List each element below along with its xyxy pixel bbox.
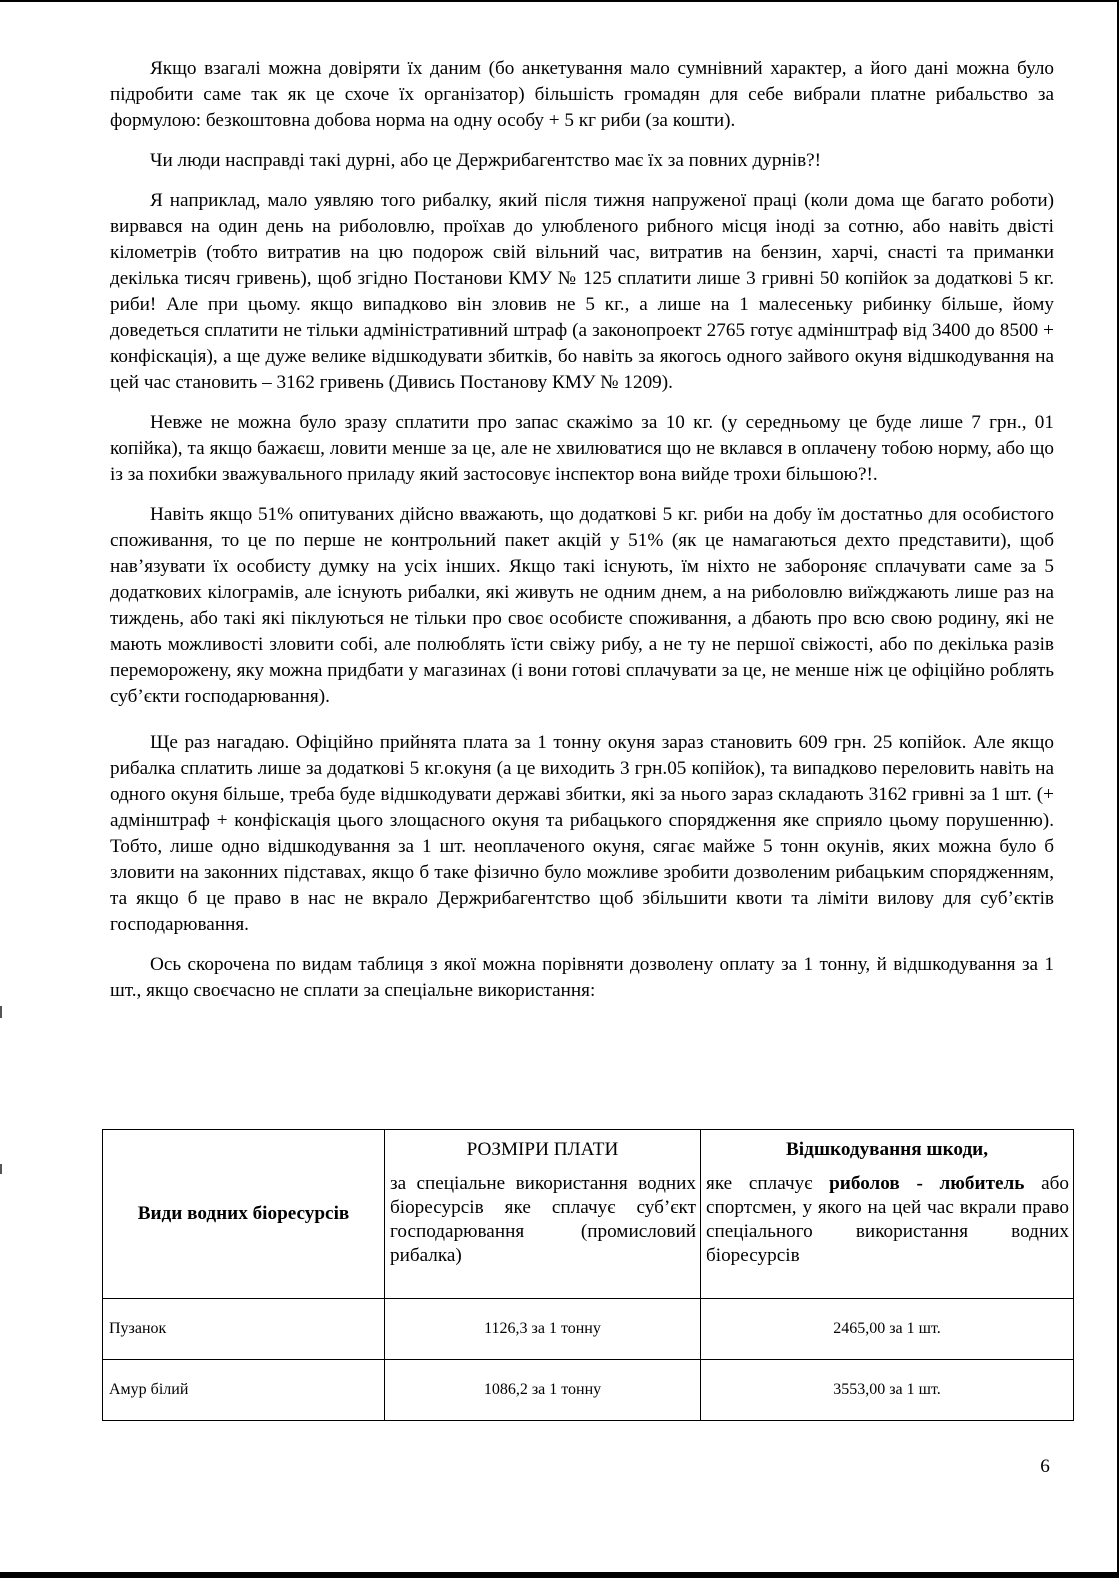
margin-mark [0, 1006, 2, 1018]
document-body [110, 56, 1054, 1018]
row-amateur-compensation: 3553,00 за 1 шт. [701, 1360, 1074, 1421]
header-commercial [385, 1130, 701, 1299]
paragraph-perch-fee: Ще раз нагадаю. Офіційно прийнята плата за 1 тонну окуня зараз становить 609 грн. 25 копійок. Але якщо рибалка сплатить лише за додаткові 5 кг.окуня (а це виходить 3 грн.05 копійок), та випадково переловить навіть на одного окуня більше, треба буде відшкодувати державі збитки, які за нього зараз складають 3162 гривні за 1 шт. (+ адмінштраф + конфіскація цього злощасного окуня та рибацького спорядження яке сприяло цьому порушенню). Тобто, лише одно відшкодування за 1 шт. неоплаченого окуня, сягає майже 5 тонн окунів, яких можна було б зловити на законних підставах, якщо б таке фізично було можливе зробити дозволеним рибацьким спорядженням, та якщо б це право в нас не вкрало Держрибагентство щоб збільшити квоти та ліміти вилову для суб’єктів господарювання. [110, 732, 1054, 935]
margin-mark [0, 1164, 2, 1174]
paragraph-table-intro: Ось скорочена по видам таблиця з якої можна порівняти дозволену оплату за 1 тонну, й відшкодування за 1 шт., якщо своєчасно не сплати за спеціальне використання: [110, 954, 1054, 1001]
header-amateur [701, 1130, 1074, 1299]
row-species: Пузанок [103, 1299, 385, 1360]
header-amateur-desc-part1: яке сплачує [706, 1173, 830, 1194]
table-row [103, 1360, 1074, 1421]
row-amateur-compensation: 2465,00 за 1 шт. [701, 1299, 1074, 1360]
paragraph-survey: Якщо взагалі можна довіряти їх даним (бо анкетування мало сумнівний характер, а його дані можна було підробити саме так як це схоче їх організатор) більшість громадян для себе вибрали платне рибальство за формулою: безкоштовна добова норма на одну особу + 5 кг риби (за кошти). [110, 58, 1054, 131]
header-commercial-title: РОЗМІРИ ПЛАТИ [466, 1139, 619, 1160]
table-header-row [103, 1130, 1074, 1299]
header-amateur-desc-bold: риболов - любитель [829, 1173, 1025, 1194]
header-amateur-desc-part2: або спортсмен, у якого на цей час вкрали право спеціального використання водних біоресурсів [706, 1173, 1069, 1266]
paragraph-fisherman-example: Я наприклад, мало уявляю того рибалку, який після тижня напруженої праці (коли дома ще багато роботи) вирвався на один день на риболовлю, проїхав до улюбленого рибного місця іноді за сотню, або навіть двісті кілометрів (тобто витратив на цю подорож свій вільний час, витратив на бензин, харчі, снасті та приманки декілька тисяч гривень), щоб згідно Постанови КМУ № 125 сплатити лише 3 гривні 50 копійок за додаткові 5 кг. риби! Але при цьому. якщо випадково він зловив не 5 кг., а лише на 1 малесеньку рибинку більше, йому доведеться сплатити не тільки адміністративний штраф (а законопроект 2765 готує адмінштраф від 3400 до 8500 + конфіскація), а ще дуже велике відшкодувати збитків, бо навіть за якогось одного зайвого окуня відшкодування на цей час становить – 3162 гривень (Дивись Постанову КМУ № 1209). [110, 190, 1054, 393]
row-commercial-fee: 1086,2 за 1 тонну [385, 1360, 701, 1421]
table-row [103, 1299, 1074, 1360]
row-commercial-fee: 1126,3 за 1 тонну [385, 1299, 701, 1360]
row-species: Амур білий [103, 1360, 385, 1421]
page-number: 6 [1040, 1456, 1050, 1477]
header-species: Види водних біоресурсів [103, 1130, 385, 1299]
paragraph-question: Чи люди насправді такі дурні, або це Держрибагентство має їх за повних дурнів?! [150, 150, 822, 171]
fee-comparison-table [102, 1129, 1074, 1421]
header-amateur-title: Відшкодування шкоди, [785, 1139, 989, 1160]
header-commercial-desc: за спеціальне використання водних біоресурсів яке сплачує суб’єкт господарювання (промисловий рибалка) [390, 1173, 696, 1266]
paragraph-prepay: Невже не можна було зразу сплатити про запас скажімо за 10 кг. (у середньому це буде лише 7 грн., 01 копійка), та якщо бажаєш, ловити менше за це, але не хвилюватися що не вклався в оплачену тобою норму, або що із за похибки зважувального приладу який застосовує інспектор вона вийде трохи більшою?!. [110, 412, 1054, 485]
paragraph-poll-51: Навіть якщо 51% опитуваних дійсно вважають, що додаткові 5 кг. риби на добу їм достатньо для особистого споживання, то це по перше не контрольний пакет акцій у 51% (як це намагаються дехто представити), щоб нав’язувати їх особисту думку на усіх інших. Якщо такі існують, їм ніхто не забороняє сплачувати саме за 5 додаткових кілограмів, але існують рибалки, які живуть не одним днем, а на риболовлю виїжджають лише раз на тиждень, або такі які піклуються не тільки про своє особисте споживання, а дбають про всю свою родину, які не мають можливості зловити собі, але полюблять їсти свіжу рибу, а не ту не першої свіжості, або по декілька разів переморожену, яку можна придбати у магазинах (і вони готові сплачувати за це, не менше ніж це офіційно роблять суб’єкти господарювання). [110, 504, 1054, 707]
header-amateur-desc [701, 1172, 1073, 1268]
